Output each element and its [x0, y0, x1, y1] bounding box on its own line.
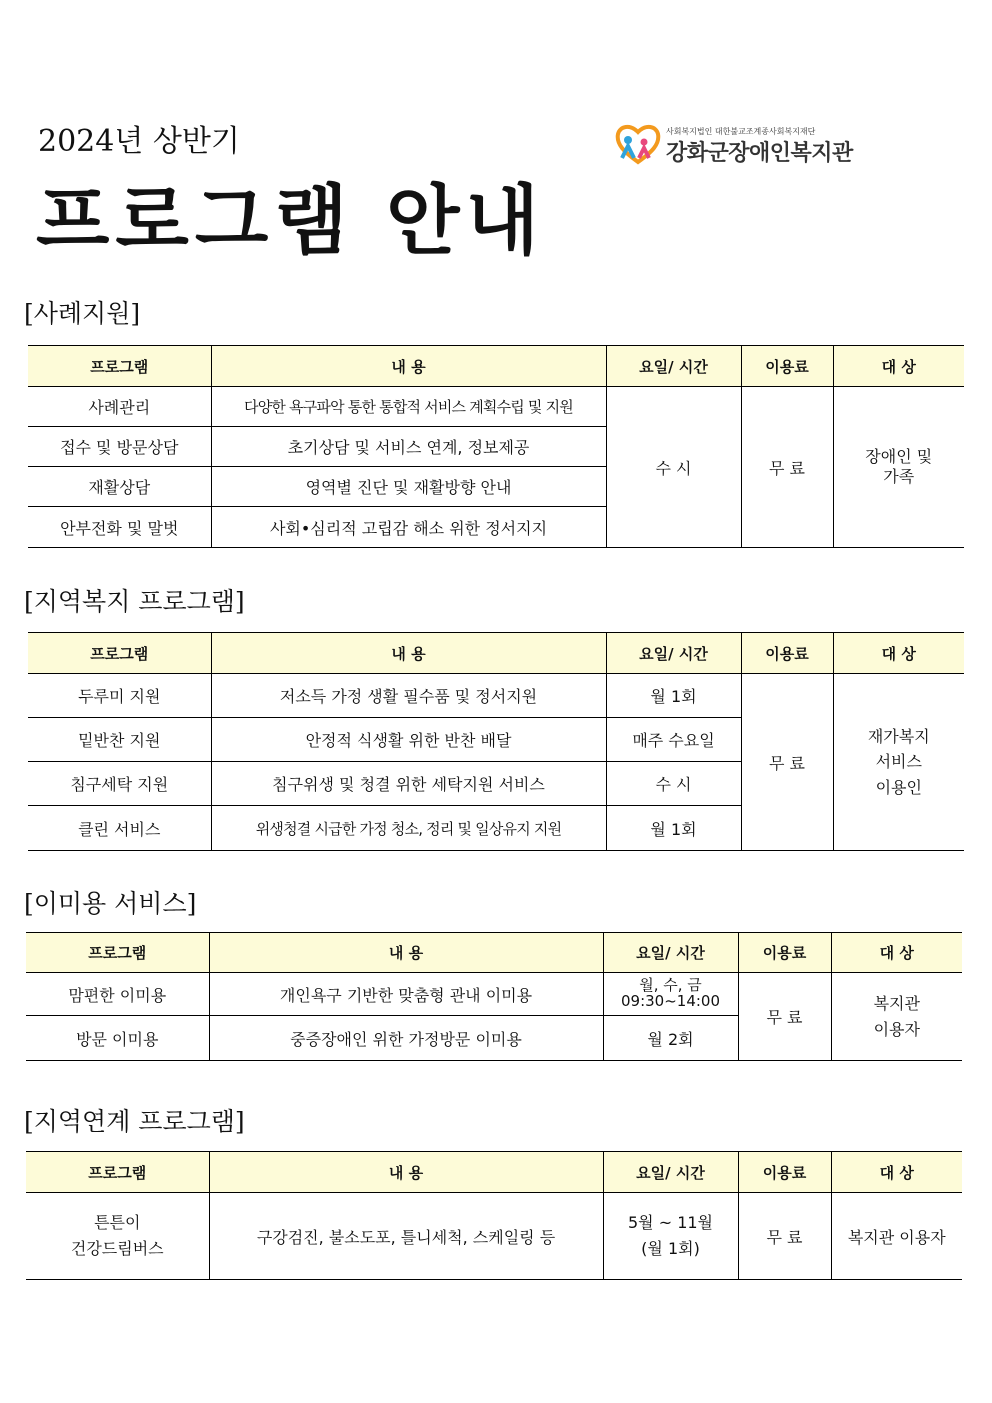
target-cell: [831, 973, 962, 1061]
schedule-cell: 매주 수요일: [606, 718, 741, 762]
header-schedule: 요일/ 시간: [603, 1152, 738, 1193]
page-title: 프로그램 안내: [36, 176, 545, 265]
logo-tagline: 사회복지법인 대한불교조계종사회복지재단: [666, 127, 816, 136]
header-program: 프로그램: [26, 933, 209, 973]
section-title-beauty-service: [이미용 서비스]: [24, 889, 197, 918]
header-schedule: 요일/ 시간: [606, 346, 741, 387]
table-header-row: [28, 633, 964, 674]
program-cell: 밑반찬 지원: [28, 718, 211, 762]
community-link-table: [26, 1151, 962, 1280]
schedule-line: 09:30~14:00: [620, 992, 721, 1010]
table-row: [26, 1193, 962, 1280]
target-cell: [833, 674, 964, 851]
page-subtitle: 2024년 상반기: [38, 124, 240, 159]
schedule-line: 월, 수, 금: [639, 976, 702, 995]
community-welfare-table: [28, 632, 964, 851]
fee-cell: 무 료: [741, 674, 833, 851]
content-cell: 구강검진, 불소도포, 틀니세척, 스케일링 등: [209, 1193, 603, 1280]
program-cell: 클린 서비스: [28, 806, 211, 851]
header-program: 프로그램: [28, 346, 211, 387]
schedule-cell: 수 시: [606, 387, 741, 548]
content-cell: 사회•심리적 고립감 해소 위한 정서지지: [211, 507, 606, 548]
target-line: 장애인 및: [865, 447, 933, 466]
program-cell: 사례관리: [28, 387, 211, 427]
program-cell: 침구세탁 지원: [28, 762, 211, 806]
header-target: 대 상: [831, 933, 962, 973]
table-row: [26, 973, 962, 1016]
content-cell: 침구위생 및 청결 위한 세탁지원 서비스: [211, 762, 606, 806]
header-content: 내 용: [211, 346, 606, 387]
target-line: 이용인: [875, 777, 922, 797]
section-title-community-link: [지역연계 프로그램]: [24, 1107, 245, 1136]
logo-heart-icon: [614, 122, 662, 166]
schedule-line: 5월 ~ 11월: [627, 1213, 714, 1233]
table-header-row: [26, 933, 962, 973]
fee-cell: 무 료: [738, 1193, 831, 1280]
header-target: 대 상: [833, 346, 964, 387]
organization-logo: [614, 122, 874, 168]
program-cell: 접수 및 방문상담: [28, 427, 211, 467]
schedule-cell: [603, 973, 738, 1016]
section-title-case-support: [사례지원]: [24, 299, 141, 328]
program-cell: 안부전화 및 말벗: [28, 507, 211, 548]
program-cell: 재활상담: [28, 467, 211, 507]
content-cell: 초기상담 및 서비스 연계, 정보제공: [211, 427, 606, 467]
header-fee: 이용료: [738, 933, 831, 973]
schedule-cell: 월 2회: [603, 1016, 738, 1061]
program-cell: 두루미 지원: [28, 674, 211, 718]
table-header-row: [26, 1152, 962, 1193]
header-fee: 이용료: [738, 1152, 831, 1193]
content-cell: 안정적 식생활 위한 반찬 배달: [211, 718, 606, 762]
schedule-line: (월 1회): [641, 1239, 700, 1258]
target-line: 이용자: [873, 1019, 920, 1039]
header-content: 내 용: [209, 933, 603, 973]
target-line: 가족: [883, 467, 915, 486]
logo-name: 강화군장애인복지관: [666, 141, 853, 166]
header-schedule: 요일/ 시간: [603, 933, 738, 973]
header-target: 대 상: [831, 1152, 962, 1193]
schedule-cell: [603, 1193, 738, 1280]
case-support-table: [28, 345, 964, 548]
content-cell: 다양한 욕구파악 통한 통합적 서비스 계획수립 및 지원: [211, 387, 606, 427]
header-program: 프로그램: [26, 1152, 209, 1193]
program-line: 튼튼이: [94, 1213, 141, 1233]
header-target: 대 상: [833, 633, 964, 674]
table-row: [28, 674, 964, 718]
content-cell: 위생청결 시급한 가정 청소, 정리 및 일상유지 지원: [211, 806, 606, 851]
table-header-row: [28, 346, 964, 387]
program-cell: 맘편한 이미용: [26, 973, 209, 1016]
target-line: 복지관: [873, 993, 920, 1013]
header-program: 프로그램: [28, 633, 211, 674]
content-cell: 개인욕구 기반한 맞춤형 관내 이미용: [209, 973, 603, 1016]
section-title-community-welfare: [지역복지 프로그램]: [24, 587, 245, 616]
target-cell: [833, 387, 964, 548]
content-cell: 영역별 진단 및 재활방향 안내: [211, 467, 606, 507]
header-content: 내 용: [211, 633, 606, 674]
fee-cell: 무 료: [741, 387, 833, 548]
content-cell: 중증장애인 위한 가정방문 이미용: [209, 1016, 603, 1061]
fee-cell: 무 료: [738, 973, 831, 1061]
schedule-cell: 수 시: [606, 762, 741, 806]
header-fee: 이용료: [741, 633, 833, 674]
beauty-service-table: [26, 932, 962, 1061]
program-line: 건강드림버스: [70, 1239, 164, 1258]
target-cell: 복지관 이용자: [831, 1193, 962, 1280]
program-cell: [26, 1193, 209, 1280]
header-content: 내 용: [209, 1152, 603, 1193]
schedule-cell: 월 1회: [606, 806, 741, 851]
target-line: 재가복지: [867, 726, 930, 746]
target-line: 서비스: [875, 752, 922, 772]
table-row: [28, 387, 964, 427]
schedule-cell: 월 1회: [606, 674, 741, 718]
program-cell: 방문 이미용: [26, 1016, 209, 1061]
header-fee: 이용료: [741, 346, 833, 387]
content-cell: 저소득 가정 생활 필수품 및 정서지원: [211, 674, 606, 718]
header-schedule: 요일/ 시간: [606, 633, 741, 674]
